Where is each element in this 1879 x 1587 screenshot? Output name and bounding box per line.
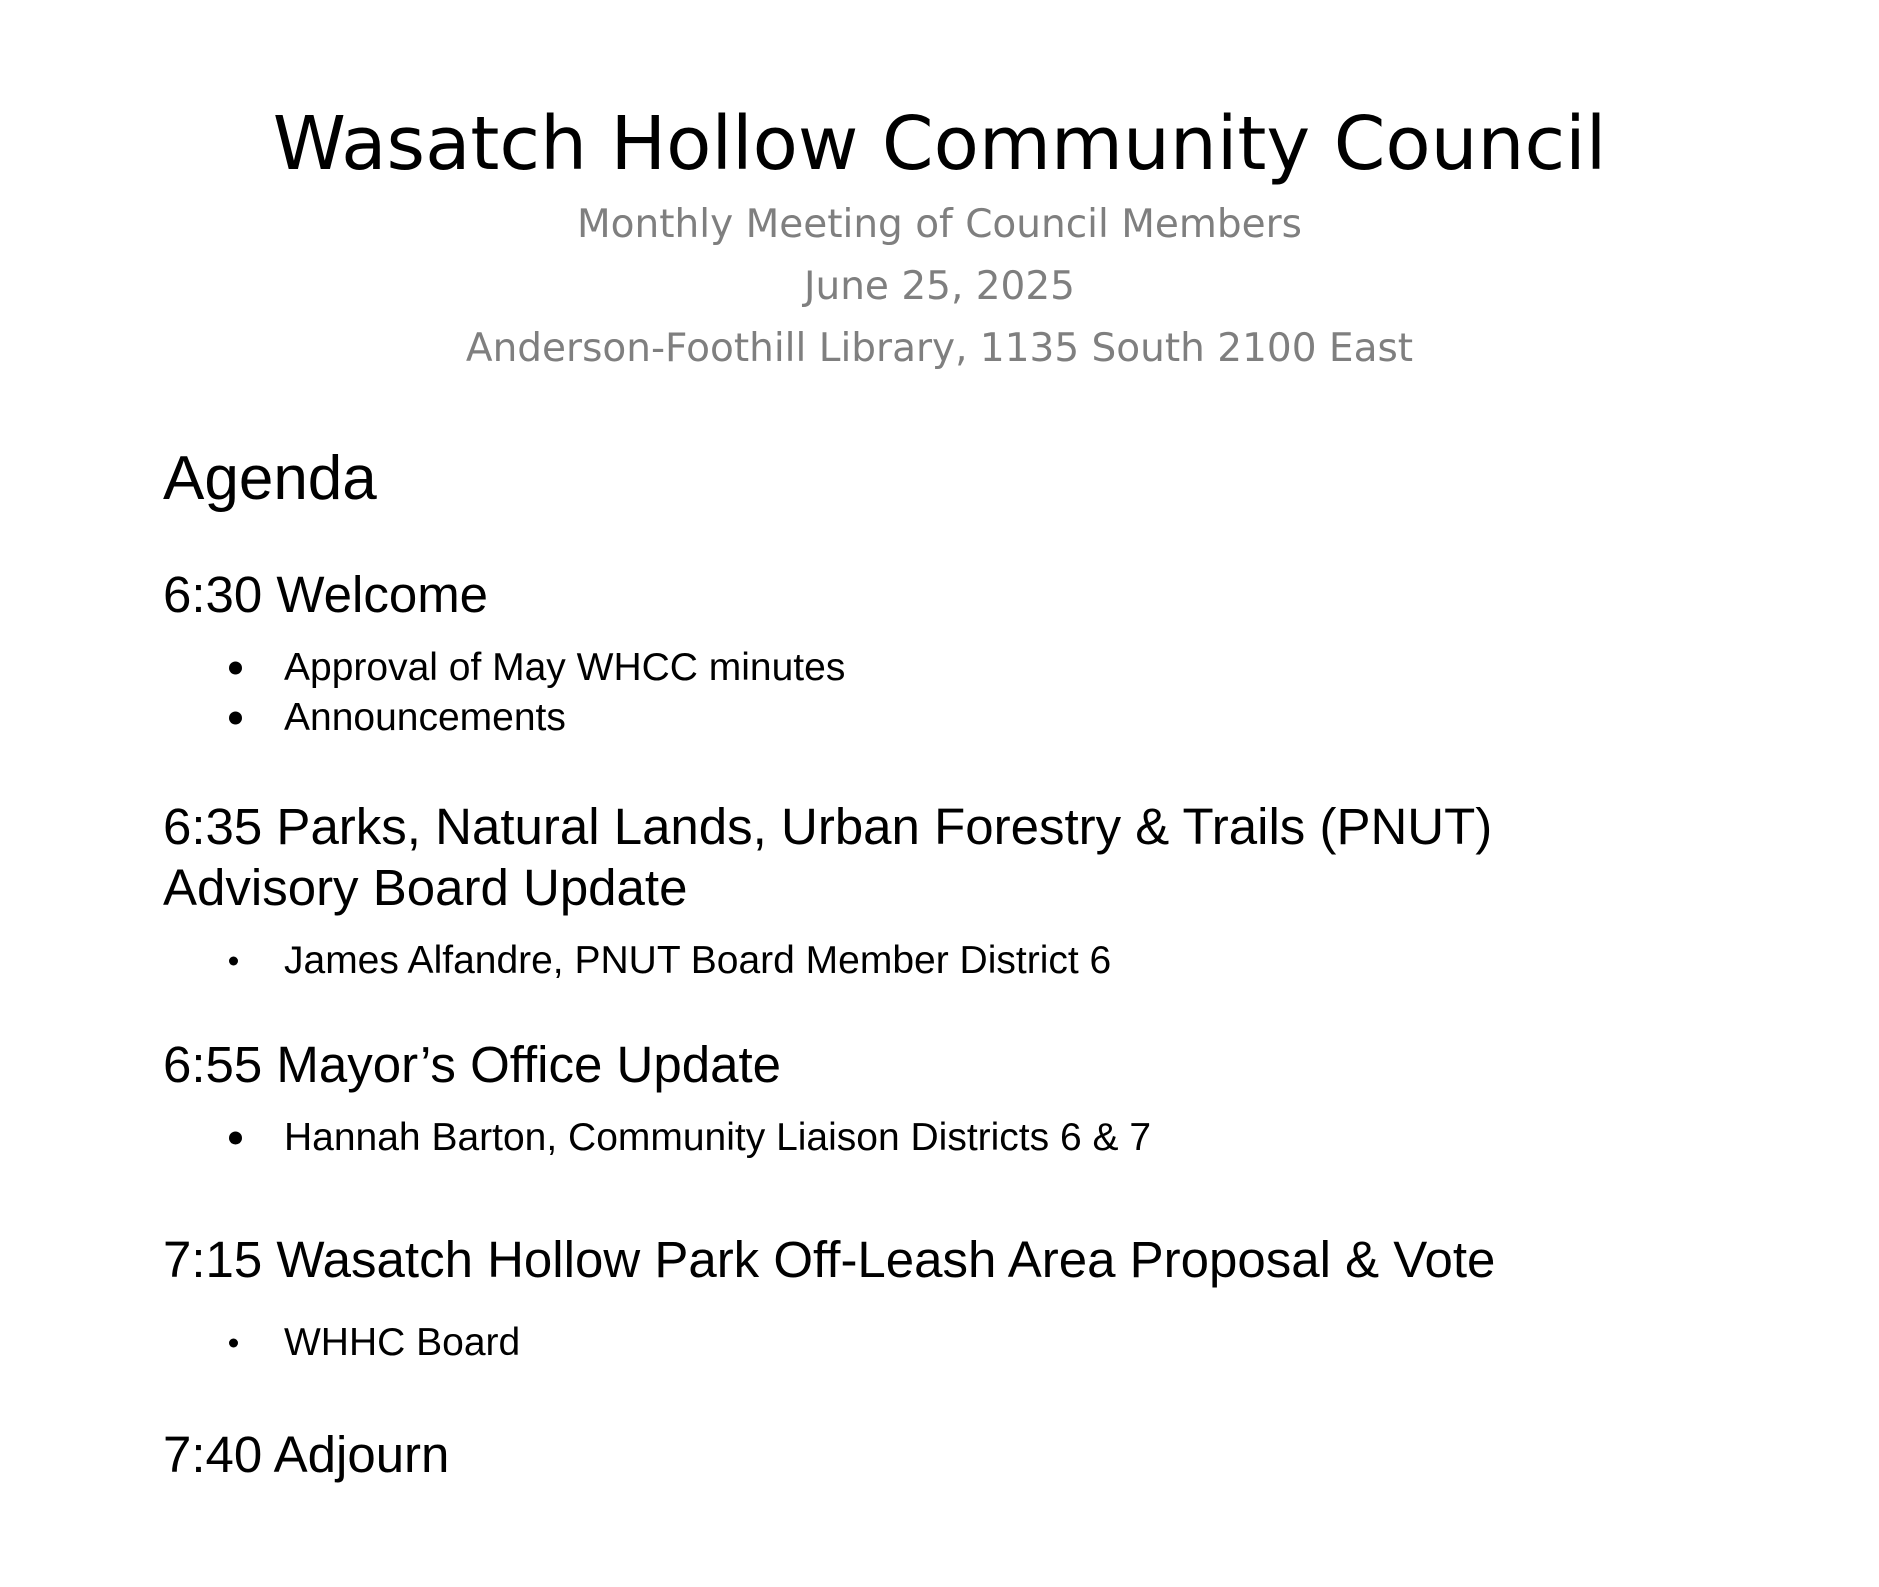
list-item [163,643,1783,693]
item-list [163,643,1783,743]
agenda-section-mayor [163,1034,1783,1163]
section-title [163,796,1783,918]
item-text: Announcements [284,696,566,739]
list-item [163,1318,1783,1368]
agenda-section-adjourn [163,1424,1783,1485]
bullet-icon [229,712,242,725]
item-text: James Alfandre, PNUT Board Member District 6 [284,939,1112,982]
list-item [163,936,1783,986]
section-title: 7:40 Adjourn [163,1426,450,1483]
agenda-section-off-leash [163,1229,1783,1368]
meeting-subtitle: Monthly Meeting of Council Members [577,202,1302,247]
item-list [163,1113,1783,1163]
bullet-icon [229,1132,242,1145]
bullet-icon [229,1339,238,1348]
item-text: Hannah Barton, Community Liaison Districts 6 & 7 [284,1116,1152,1159]
meeting-date: June 25, 2025 [803,264,1075,309]
council-title: Wasatch Hollow Community Council [272,101,1607,187]
agenda-heading: Agenda [163,444,377,513]
section-title-line: Advisory Board Update [163,859,688,916]
item-list [163,1318,1783,1368]
section-title-line: 6:35 Parks, Natural Lands, Urban Forestry & Trails (PNUT) [163,798,1493,855]
list-item [163,1113,1783,1163]
section-title: 7:15 Wasatch Hollow Park Off-Leash Area Proposal & Vote [163,1231,1496,1288]
agenda-content [163,440,1783,1485]
list-item [163,693,1783,743]
agenda-section-pnut [163,796,1783,986]
item-list [163,936,1783,986]
item-text: Approval of May WHCC minutes [284,646,846,689]
meeting-location: Anderson-Foothill Library, 1135 South 2100 East [465,326,1414,371]
section-title: 6:55 Mayor’s Office Update [163,1036,782,1093]
item-text: WHHC Board [284,1321,521,1364]
section-title: 6:30 Welcome [163,566,489,623]
agenda-section-welcome [163,564,1783,743]
document-header [0,96,1879,380]
bullet-icon [229,957,238,966]
bullet-icon [229,662,242,675]
